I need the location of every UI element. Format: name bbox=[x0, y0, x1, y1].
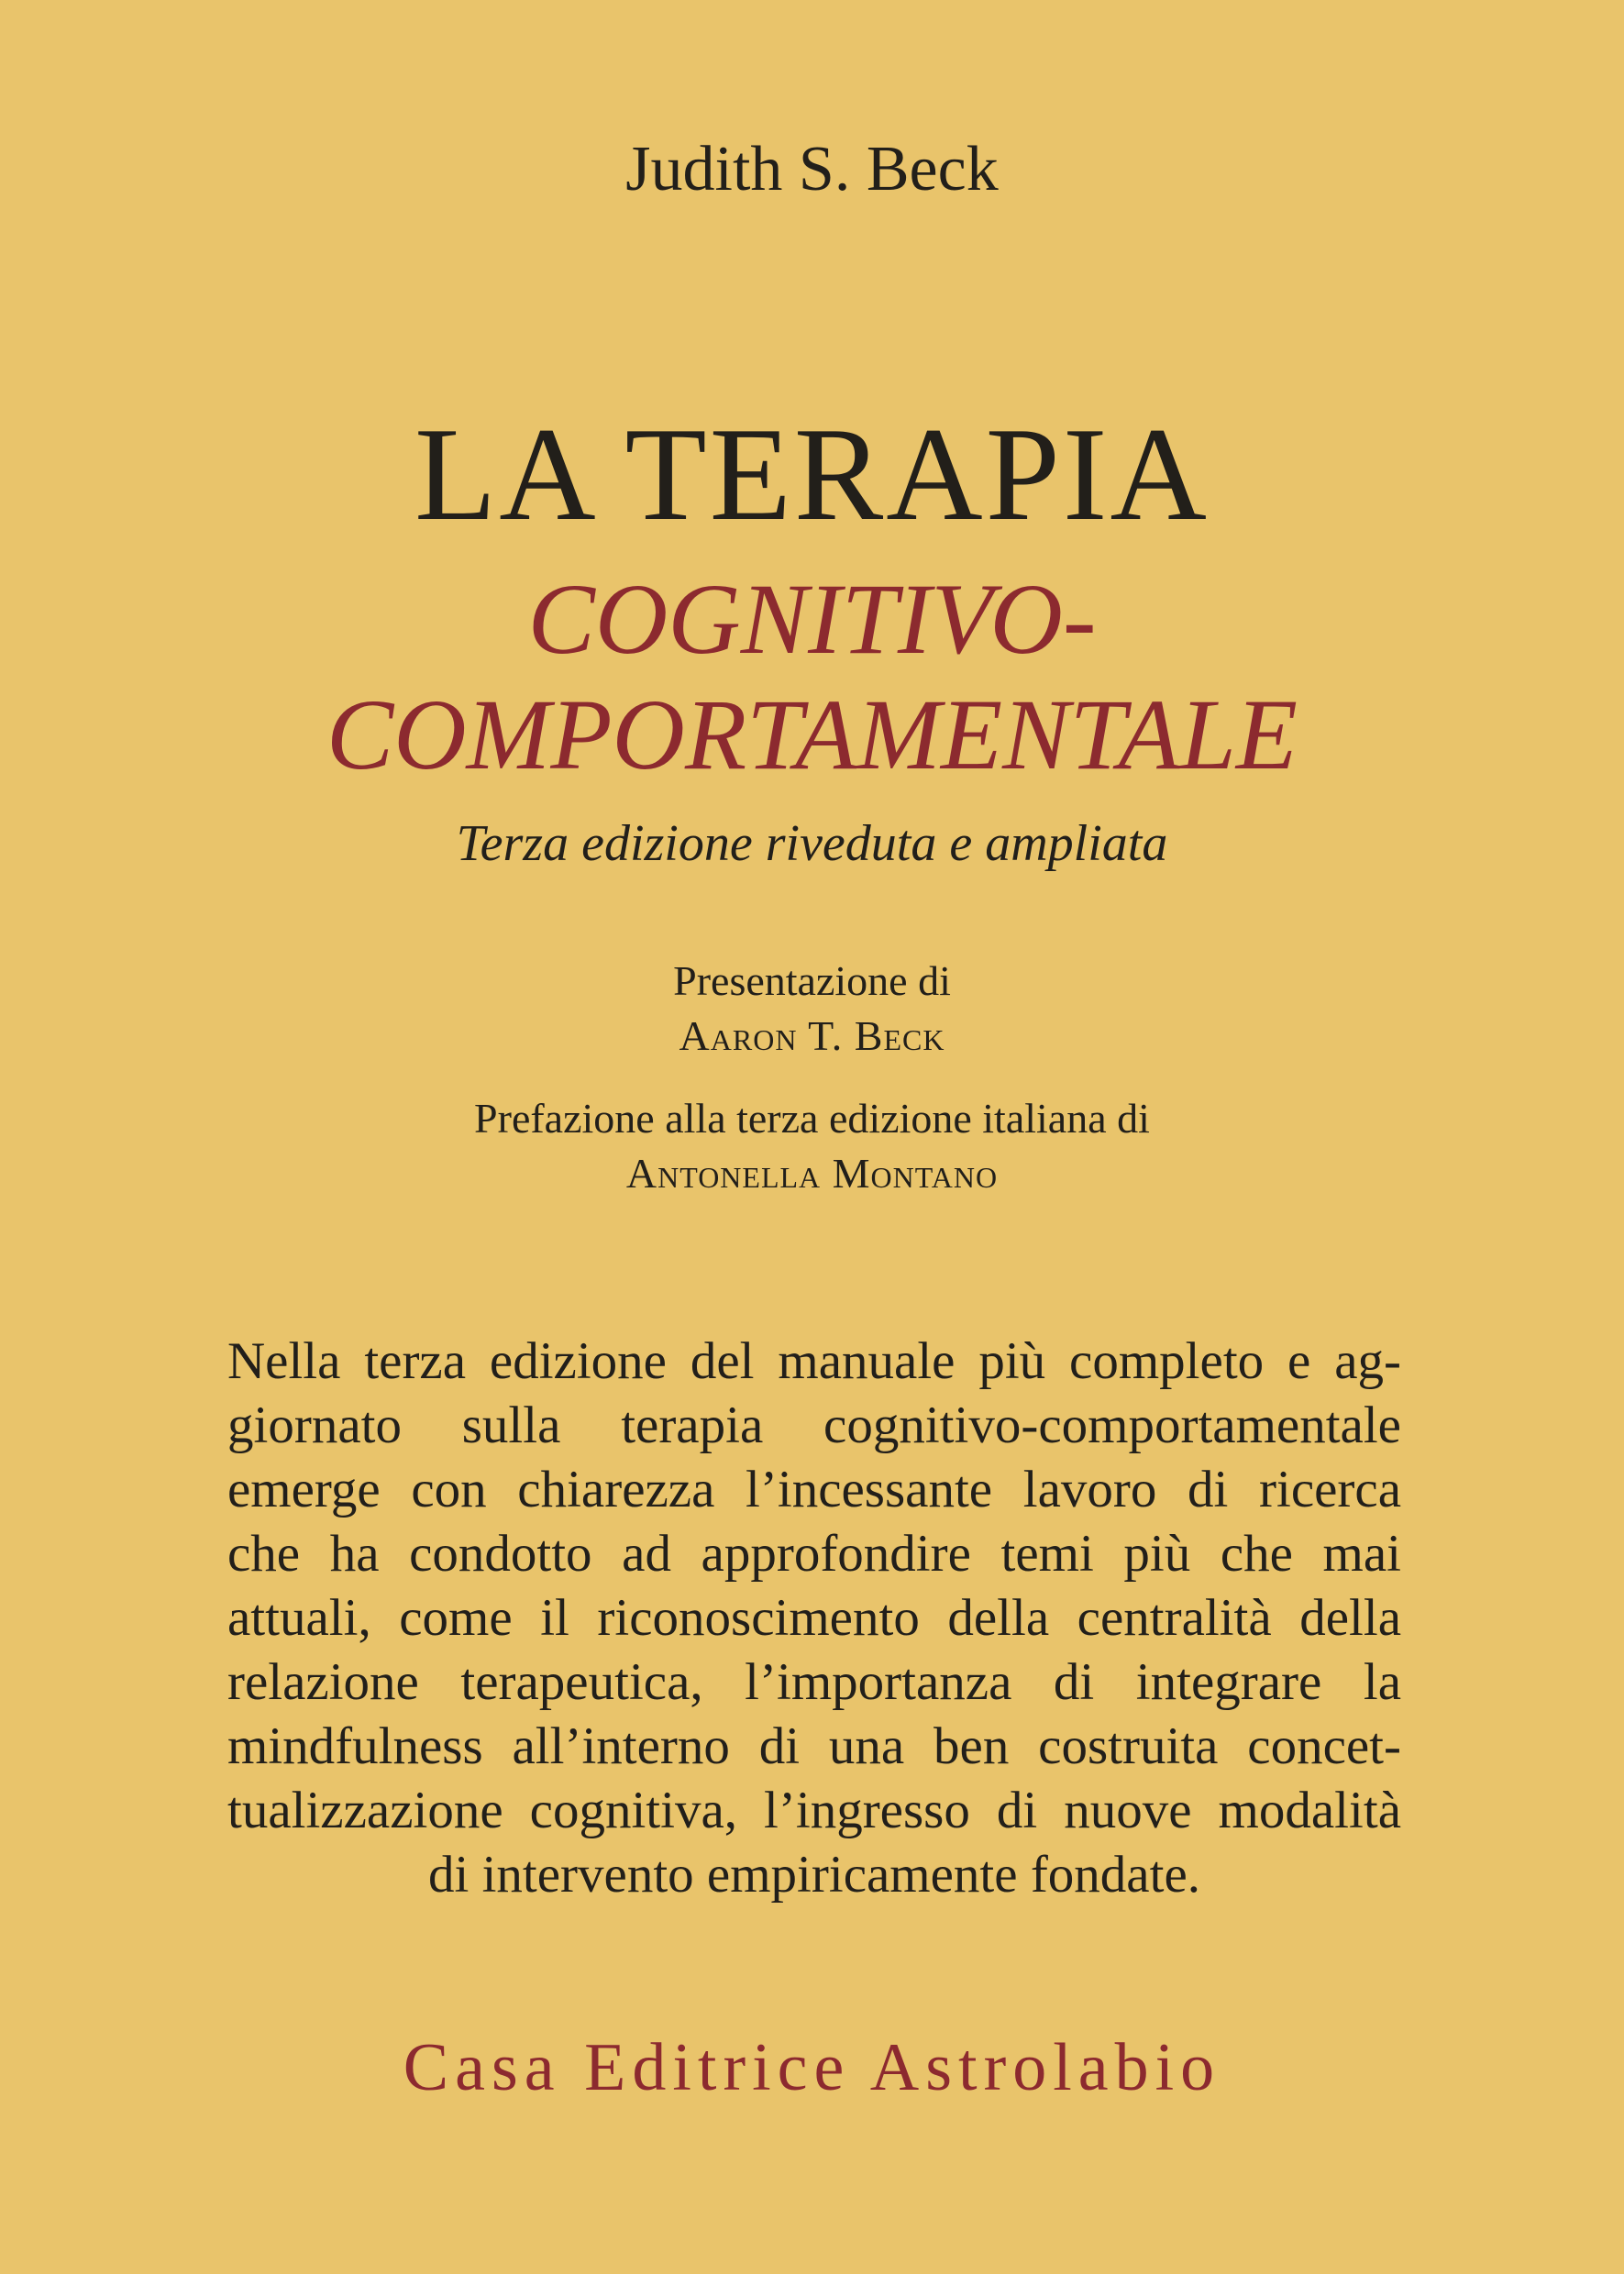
blurb-line: giornato sulla terapia cognitivo-comportamentale bbox=[227, 1396, 1401, 1454]
presentation-label: Presentazione di bbox=[673, 957, 951, 1004]
book-title: LA TERAPIA bbox=[414, 400, 1210, 548]
book-subtitle-line-1: COGNITIVO- bbox=[527, 563, 1097, 675]
blurb-line: emerge con chiarezza l’incessante lavoro di ricerca bbox=[227, 1461, 1401, 1518]
author-name: Judith S. Beck bbox=[625, 134, 999, 204]
book-subtitle-line-2: COMPORTAMENTALE bbox=[326, 679, 1298, 790]
blurb-line: tualizzazione cognitiva, l’ingresso di nuove modalità bbox=[227, 1782, 1401, 1839]
blurb-line: relazione terapeutica, l’importanza di integrare la bbox=[227, 1653, 1401, 1711]
blurb-line: che ha condotto ad approfondire temi più che mai bbox=[227, 1525, 1401, 1583]
presentation-author: Aaron T. Beck bbox=[679, 1012, 945, 1059]
blurb-line: mindfulness all’interno di una ben costruita concet- bbox=[227, 1717, 1401, 1775]
edition-note: Terza edizione riveduta e ampliata bbox=[456, 815, 1168, 872]
publisher-name: Casa Editrice Astrolabio bbox=[403, 2030, 1221, 2105]
blurb-line: attuali, come il riconoscimento della centralità della bbox=[227, 1589, 1401, 1647]
preface-label: Prefazione alla terza edizione italiana di bbox=[474, 1095, 1150, 1142]
cover-blurb bbox=[227, 1330, 1401, 1907]
blurb-line: di intervento empiricamente fondate. bbox=[427, 1846, 1200, 1904]
preface-author: Antonella Montano bbox=[625, 1150, 999, 1197]
blurb-line: Nella terza edizione del manuale più completo e ag- bbox=[227, 1332, 1401, 1390]
